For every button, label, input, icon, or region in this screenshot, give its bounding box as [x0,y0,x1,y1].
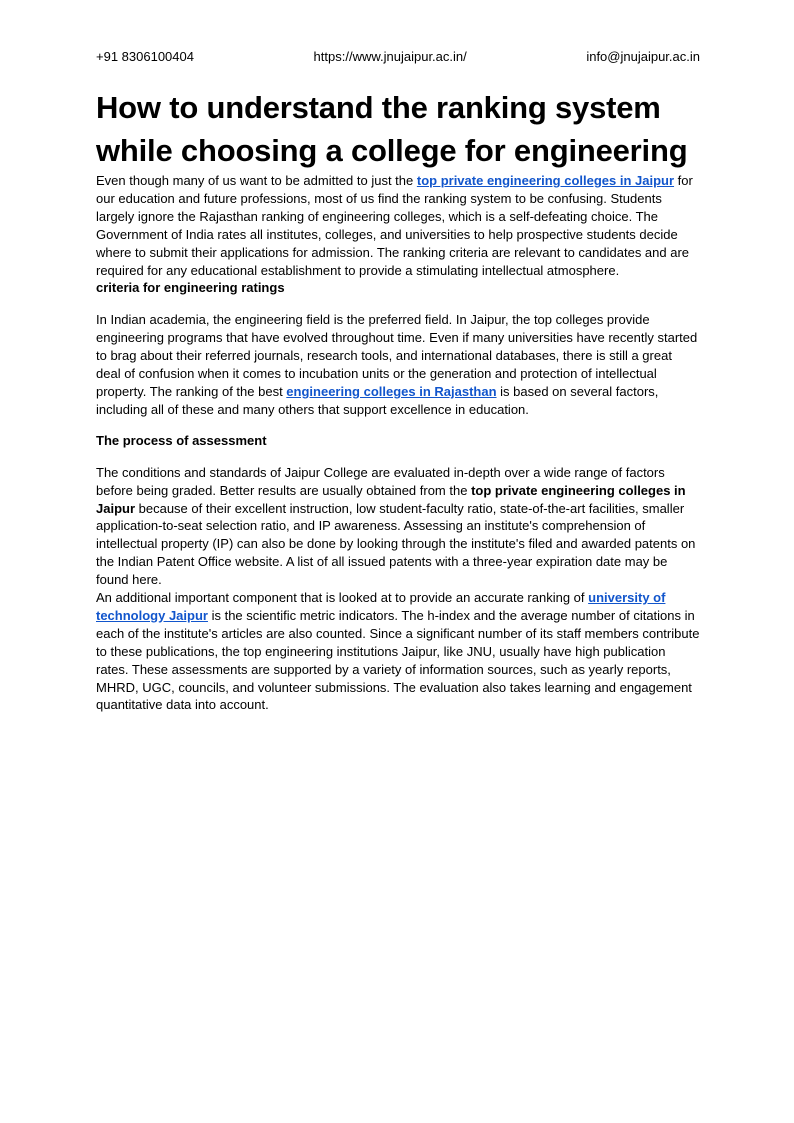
metrics-text-end: is the scientific metric indicators. The h-index and the average number of citations in each of the institute's articles are also counted. Since a significant number of its staff members contribute to these publications, the top engineering institutions Jaipur, like JNU, usually have high publication rates. These assessments are supported by a variety of information sources, such as yearly reports, MHRD, UGC, councils, and volunteer submissions. The evaluation also takes learning and engagement quantitative data into account. [96,607,700,713]
criteria-text-end: is based on several factors, including all of these and many others that support excellence in education. [96,383,659,417]
criteria-paragraph [96,311,700,418]
intro-text-end: for our education and future professions, most of us find the ranking system to be confusing. Students largely ignore the Rajasthan ranking of engineering colleges, which is a self-defeating choice. The Government of India rates all institutes, colleges, and universities to help prospective students decide where to submit their applications for admission. The ranking criteria are relevant to candidates and are required for any educational establishment to provide a stimulating intellectual atmosphere. [96,173,693,278]
header-phone: +91 8306100404 [96,49,194,64]
header-contact-bar [96,48,700,66]
metrics-paragraph [96,589,700,714]
assessment-bold-phrase: top private engineering colleges in Jaipur [96,482,686,516]
assessment-text-end: because of their excellent instruction, low student-faculty ratio, state-of-the-art facilities, smaller application-to-seat selection ratio, and IP awareness. Assessing an institute's comprehension of intellectual property (IP) can also be done by looking through the institute's filed and awarded patents on the Indian Patent Office website. A list of all issued patents with a three-year expiration date may be found here. [96,500,696,588]
intro-paragraph [96,172,700,279]
intro-text-start: Even though many of us want to be admitted to just the [96,173,417,188]
section-heading-criteria: criteria for engineering ratings [96,280,285,296]
assessment-paragraph [96,464,700,589]
page-title: How to understand the ranking system while choosing a college for engineering [96,90,688,168]
metrics-text-start: An additional important component that is looked at to provide an accurate ranking of [96,590,589,606]
section-heading-assessment: The process of assessment [96,432,267,448]
assessment-text-start: The conditions and standards of Jaipur College are evaluated in-depth over a wide range of factors before being graded. Better results are usually obtained from the [96,464,665,498]
link-top-private-engineering-colleges[interactable]: top private engineering colleges in Jaipur [416,173,675,188]
document-page [96,48,700,714]
header-email: info@jnujaipur.ac.in [586,49,700,64]
link-engineering-colleges-rajasthan[interactable]: engineering colleges in Rajasthan [286,383,497,399]
link-university-of-technology-jaipur[interactable]: university of technology Jaipur [96,590,666,623]
header-website: https://www.jnujaipur.ac.in/ [313,49,467,64]
criteria-text-start: In Indian academia, the engineering field is the preferred field. In Jaipur, the top colleges provide engineering programs that have evolved throughout time. Even if many universities have recently started to brag about their referred journals, research tools, and international databases, there is still a great deal of confusion when it comes to incubation units or the generation and protection of intellectual property. The ranking of the best [96,312,698,399]
